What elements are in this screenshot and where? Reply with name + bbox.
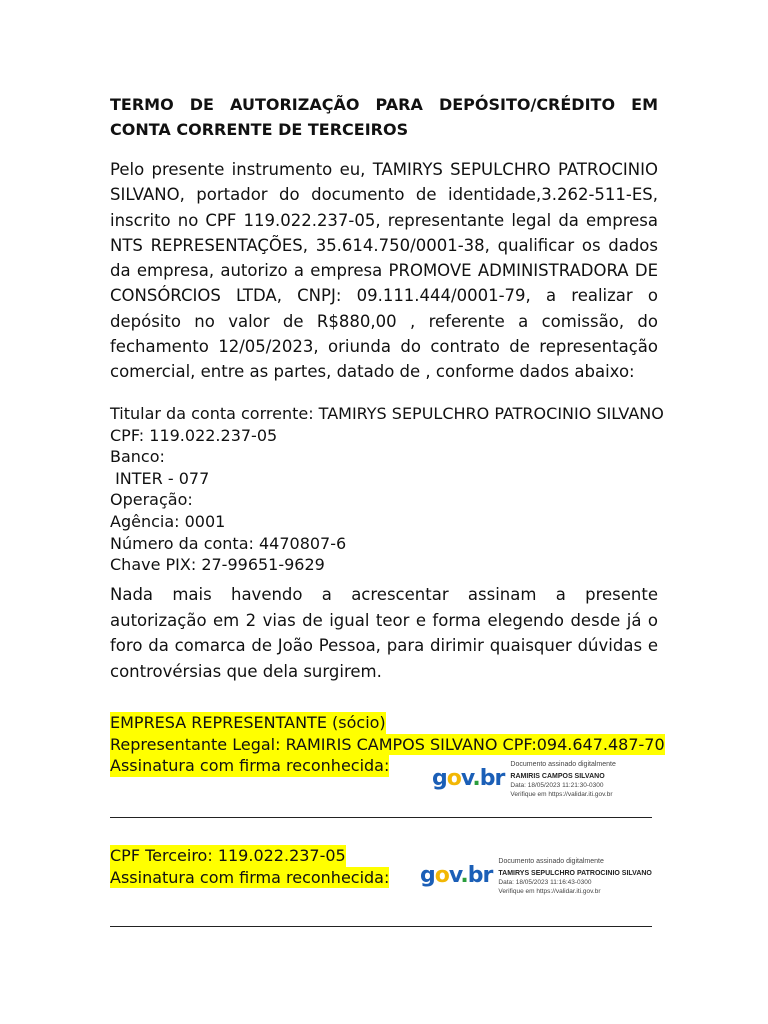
- pix-key: Chave PIX: 27-99651-9629: [110, 555, 325, 575]
- stamp-verify-link[interactable]: Verifique em https://validar.iti.gov.br: [498, 887, 601, 895]
- operation-label: Operação:: [110, 490, 193, 510]
- document-title: TERMO DE AUTORIZAÇÃO PARA DEPÓSITO/CRÉDITO EM CONTA CORRENTE DE TERCEIROS: [110, 95, 658, 139]
- signature-label-1: Assinatura com firma reconhecida:: [110, 756, 390, 776]
- representative-heading: EMPRESA REPRESENTANTE (sócio): [110, 713, 386, 732]
- stamp-header: Documento assinado digitalmente: [510, 761, 616, 768]
- account-holder: Titular da conta corrente: TAMIRYS SEPULCHRO PATROCINIO SILVANO: [110, 404, 664, 423]
- digital-signature-stamp-1: [432, 760, 616, 799]
- signature-line-1: [110, 817, 652, 818]
- signature-label-2: Assinatura com firma reconhecida:: [110, 867, 390, 887]
- stamp-verify-link[interactable]: Verifique em https://validar.iti.gov.br: [510, 790, 613, 798]
- bank-label: Banco:: [110, 447, 165, 467]
- govbr-logo: gov.br: [420, 863, 493, 888]
- signature-line-2: [110, 926, 652, 927]
- account-details: [110, 403, 670, 576]
- account-number: Número da conta: 4470807-6: [110, 533, 347, 553]
- digital-signature-stamp-2: [420, 857, 716, 896]
- third-party-cpf: CPF Terceiro: 119.022.237-05: [110, 846, 346, 865]
- legal-representative: Representante Legal: RAMIRIS CAMPOS SILVANO CPF:094.647.487-70: [110, 734, 665, 754]
- bank-value: INTER - 077: [110, 468, 210, 488]
- agency: Agência: 0001: [110, 511, 226, 531]
- closing-paragraph: Nada mais havendo a acrescentar assinam a presente autorização em 2 vias de igual teor e forma elegendo desde já o foro da comarca de João Pessoa, para dirimir quaisquer dúvidas e controvérsias que dela surgirem.: [110, 585, 658, 681]
- stamp-date: Data: 18/05/2023 11:21:30-0300: [510, 782, 604, 789]
- account-cpf: CPF: 119.022.237-05: [110, 425, 278, 445]
- stamp-signer-name: TAMIRYS SEPULCHRO PATROCINIO SILVANO: [498, 870, 652, 877]
- stamp-signer-name: RAMIRIS CAMPOS SILVANO: [510, 773, 605, 780]
- authorization-paragraph: Pelo presente instrumento eu, TAMIRYS SEPULCHRO PATROCINIO SILVANO, portador do documento de identidade,3.262-511-ES, inscrito no CPF 119.022.237-05, representante legal da empresa NTS REPRESENTAÇÕES, 35.614.750/0001-38, qualificar os dados da empresa, autorizo a empresa PROMOVE ADMINISTRADORA DE CONSÓRCIOS LTDA, CNPJ: 09.111.444/0001-79, a realizar o depósito no valor de R$880,00 , referente a comissão, do fechamento 12/05/2023, oriunda do contrato de representação comercial, entre as partes, datado de , conforme dados abaixo:: [110, 160, 658, 382]
- stamp-date: Data: 18/05/2023 11:16:43-0300: [498, 879, 592, 886]
- govbr-logo: gov.br: [432, 766, 505, 791]
- stamp-header: Documento assinado digitalmente: [498, 858, 604, 865]
